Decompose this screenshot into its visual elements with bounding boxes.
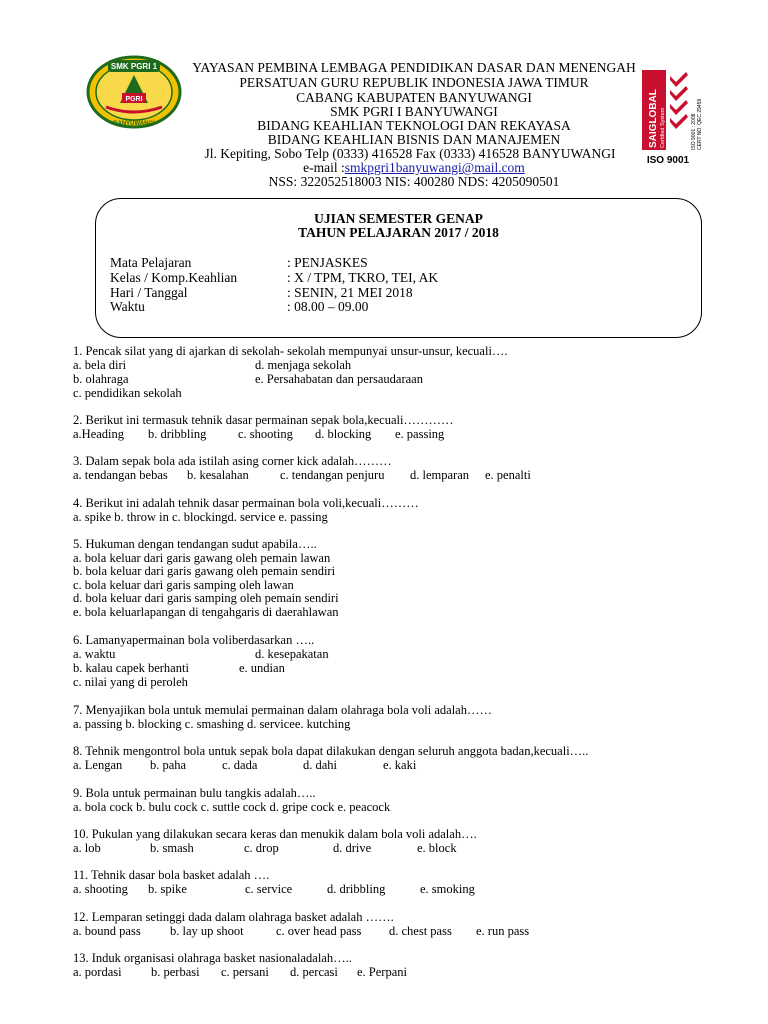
q2-option-c: c. shooting (238, 427, 293, 441)
q10-option-a: a. lob (73, 841, 101, 855)
q7-options: a. passing b. blocking c. smashing d. servicee. kutching (73, 717, 351, 731)
logo-bottom-text: BANYUWANGI (113, 121, 155, 127)
q2-option-b: b. dribbling (148, 427, 207, 441)
q12-option-c: c. over head pass (276, 924, 362, 938)
letterhead-line-2: PERSATUAN GURU REPUBLIK INDONESIA JAWA TIMUR (239, 75, 589, 90)
field-value-time: : 08.00 – 09.00 (287, 299, 369, 314)
q1-option-e: e. Persahabatan dan persaudaraan (255, 372, 423, 386)
q2-option-d: d. blocking (315, 427, 372, 441)
q6-option-e: e. undian (239, 661, 285, 675)
q3-option-d: d. lemparan (410, 468, 470, 482)
question-9: 9. Bola untuk permainan bulu tangkis adalah….. (73, 786, 316, 800)
q5-option-c: c. bola keluar dari garis samping oleh lawan (73, 578, 294, 592)
field-value-class: : X / TPM, TKRO, TEI, AK (287, 270, 439, 285)
q5-option-a: a. bola keluar dari garis gawang oleh pemain lawan (73, 551, 331, 565)
letterhead-address: Jl. Kepiting, Sobo Telp (0333) 416528 Fax (0333) 416528 BANYUWANGI (204, 146, 616, 161)
q12-option-a: a. bound pass (73, 924, 141, 938)
letterhead-line-4: SMK PGRI I BANYUWANGI (330, 104, 498, 119)
letterhead-line-1: YAYASAN PEMBINA LEMBAGA PENDIDIKAN DASAR DAN MENENGAH (192, 60, 636, 75)
q8-option-a: a. Lengan (73, 758, 123, 772)
exam-title: UJIAN SEMESTER GENAP (314, 211, 483, 226)
q11-option-d: d. dribbling (327, 882, 386, 896)
q11-option-c: c. service (245, 882, 293, 896)
field-label-date: Hari / Tanggal (110, 285, 188, 300)
q13-option-b: b. perbasi (151, 965, 200, 979)
q12-option-b: b. lay up shoot (170, 924, 244, 938)
q10-option-b: b. smash (150, 841, 194, 855)
q5-option-b: b. bola keluar dari garis gawang oleh pemain sendiri (73, 564, 336, 578)
q4-options: a. spike b. throw in c. blockingd. service e. passing (73, 510, 328, 524)
cert-number: CERT NO. QEC 29459 (697, 98, 703, 150)
q10-option-d: d. drive (333, 841, 372, 855)
cert-sub-text: Certified System (660, 107, 666, 148)
exam-year: TAHUN PELAJARAN 2017 / 2018 (298, 225, 499, 240)
letterhead-line-5: BIDANG KEAHLIAN TEKNOLOGI DAN REKAYASA (257, 118, 571, 133)
question-3: 3. Dalam sepak bola ada istilah asing corner kick adalah……… (73, 454, 392, 468)
field-value-subject: : PENJASKES (287, 255, 368, 270)
q3-option-e: e. penalti (485, 468, 531, 482)
question-11: 11. Tehnik dasar bola basket adalah …. (73, 868, 270, 882)
question-7: 7. Menyajikan bola untuk memulai permainan dalam olahraga bola voli adalah…… (73, 703, 492, 717)
q11-option-a: a. shooting (73, 882, 128, 896)
email-link[interactable]: smkpgri1banyuwangi@mail.com (344, 160, 525, 175)
q1-option-d: d. menjaga sekolah (255, 358, 352, 372)
q3-option-a: a. tendangan bebas (73, 468, 168, 482)
q9-options: a. bola cock b. bulu cock c. suttle cock d. gripe cock e. peacock (73, 800, 391, 814)
q3-option-c: c. tendangan penjuru (280, 468, 385, 482)
q1-option-c: c. pendidikan sekolah (73, 386, 182, 400)
question-5: 5. Hukuman dengan tendangan sudut apabila….. (73, 537, 317, 551)
field-value-date: : SENIN, 21 MEI 2018 (287, 285, 413, 300)
logo-mid-text: PGRI (125, 96, 143, 103)
question-8: 8. Tehnik mengontrol bola untuk sepak bola dapat dilakukan dengan seluruh anggota badan,kecuali….. (73, 744, 589, 758)
q6-option-d: d. kesepakatan (255, 647, 329, 661)
letterhead-line-6: BIDANG KEAHLIAN BISNIS DAN MANAJEMEN (267, 132, 561, 147)
logo-top-text: SMK PGRI 1 (110, 62, 158, 71)
q8-option-e: e. kaki (383, 758, 417, 772)
q10-option-c: c. drop (244, 841, 279, 855)
q13-option-c: c. persani (221, 965, 269, 979)
question-12: 12. Lemparan setinggi dada dalam olahraga basket adalah ……. (73, 910, 394, 924)
question-2: 2. Berikut ini termasuk tehnik dasar permainan sepak bola,kecuali………… (73, 413, 454, 427)
q1-option-b: b. olahraga (73, 372, 129, 386)
q2-option-e: e. passing (395, 427, 445, 441)
q8-option-d: d. dahi (303, 758, 338, 772)
q10-option-e: e. block (417, 841, 457, 855)
question-6: 6. Lamanyapermainan bola voliberdasarkan ….. (73, 633, 315, 647)
q8-option-c: c. dada (222, 758, 258, 772)
question-13: 13. Induk organisasi olahraga basket nasionaladalah….. (73, 951, 352, 965)
q13-option-a: a. pordasi (73, 965, 122, 979)
q11-option-e: e. smoking (420, 882, 475, 896)
q5-option-d: d. bola keluar dari garis samping oleh pemain sendiri (73, 591, 339, 605)
q12-option-d: d. chest pass (389, 924, 452, 938)
q2-option-a: a.Heading (73, 427, 125, 441)
q5-option-e: e. bola keluarlapangan di tengahgaris di daerahlawan (73, 605, 339, 619)
q6-option-c: c. nilai yang di peroleh (73, 675, 188, 689)
question-4: 4. Berikut ini adalah tehnik dasar permainan bola voli,kecuali……… (73, 496, 419, 510)
field-label-class: Kelas / Komp.Keahlian (110, 270, 238, 285)
question-10: 10. Pukulan yang dilakukan secara keras dan menukik dalam bola voli adalah…. (73, 827, 477, 841)
letterhead-ids: NSS: 322052518003 NIS: 400280 NDS: 4205090501 (268, 174, 560, 189)
q13-option-e: e. Perpani (357, 965, 407, 979)
cert-iso-line: ISO 9001 : 2008 (691, 113, 697, 150)
q13-option-d: d. percasi (290, 965, 338, 979)
email-label: e-mail : (303, 160, 345, 175)
q11-option-b: b. spike (148, 882, 187, 896)
question-1: 1. Pencak silat yang di ajarkan di sekolah- sekolah mempunyai unsur-unsur, kecuali…. (73, 344, 508, 358)
q6-option-b: b. kalau capek berhanti (73, 661, 189, 675)
q1-option-a: a. bela diri (73, 358, 127, 372)
letterhead-line-3: CABANG KABUPATEN BANYUWANGI (296, 90, 532, 105)
field-label-subject: Mata Pelajaran (110, 255, 192, 270)
cert-brand-text: SAIGLOBAL (648, 89, 659, 148)
q6-option-a: a. waktu (73, 647, 116, 661)
q8-option-b: b. paha (150, 758, 187, 772)
iso-certification-badge (640, 68, 704, 166)
field-label-time: Waktu (110, 299, 145, 314)
q12-option-e: e. run pass (476, 924, 530, 938)
q3-option-b: b. kesalahan (187, 468, 249, 482)
cert-iso-badge: ISO 9001 (646, 155, 690, 166)
